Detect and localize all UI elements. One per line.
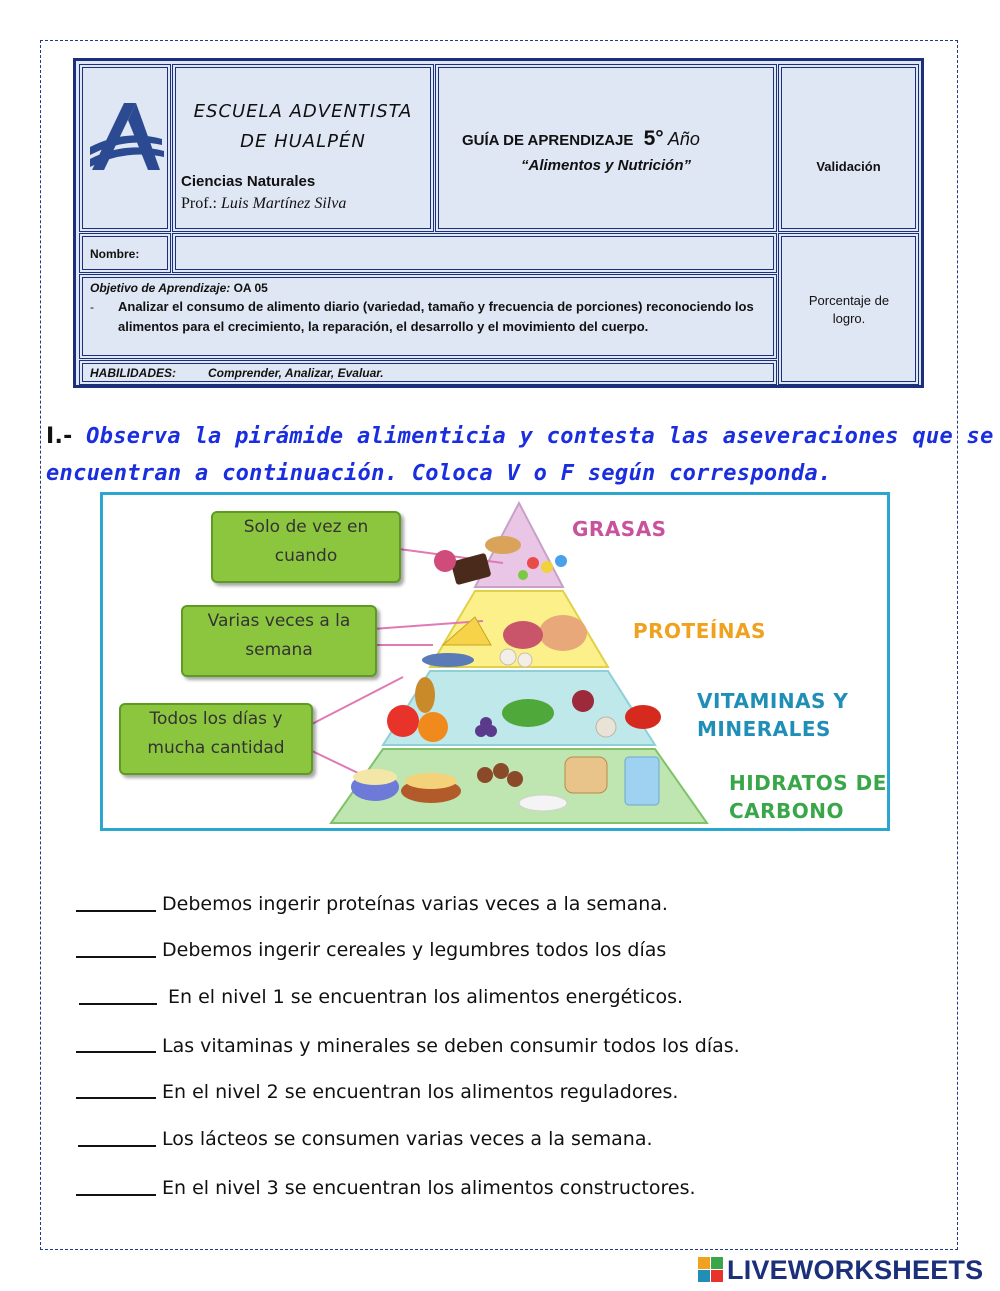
freq-weekly-line1: Varias veces a la bbox=[207, 611, 351, 631]
name-label-cell bbox=[79, 233, 171, 273]
question-4: Las vitaminas y minerales se deben consumir todos los días. bbox=[162, 1035, 740, 1057]
section-number: I.- bbox=[46, 424, 73, 449]
achievement-cell bbox=[778, 233, 919, 385]
validation-cell bbox=[778, 64, 919, 232]
question-5: En el nivel 2 se encuentran los alimentos reguladores. bbox=[162, 1081, 679, 1103]
school-logo-icon bbox=[80, 65, 172, 233]
fish-icon bbox=[422, 653, 474, 667]
school-cell bbox=[172, 64, 434, 232]
meat-icon bbox=[503, 621, 543, 649]
brand-text: LIVEWORKSHEETS bbox=[727, 1254, 984, 1285]
professor-name: Luis Martínez Silva bbox=[221, 195, 347, 212]
name-label: Nombre: bbox=[90, 247, 140, 261]
answer-blank-4[interactable] bbox=[76, 1051, 156, 1053]
objective-dash: - bbox=[90, 300, 94, 314]
label-vitaminas-line2: MINERALES bbox=[697, 717, 831, 741]
pineapple-icon bbox=[415, 677, 435, 713]
answer-blank-3[interactable] bbox=[79, 1003, 157, 1005]
bread-icon bbox=[565, 757, 607, 793]
answer-blank-2[interactable] bbox=[76, 956, 156, 958]
label-hidratos-line2: CARBONO bbox=[729, 799, 845, 823]
tomato-icon bbox=[387, 705, 419, 737]
label-grasas: GRASAS bbox=[572, 517, 667, 541]
label-hidratos-line1: HIDRATOS DE bbox=[729, 771, 887, 795]
objective-cell bbox=[79, 274, 777, 359]
guide-label: GUÍA DE APRENDIZAJE bbox=[462, 132, 634, 149]
freq-occasional-line1: Solo de vez en bbox=[243, 517, 369, 537]
pepper-icon bbox=[625, 705, 661, 729]
objective-label: Objetivo de Aprendizaje: bbox=[90, 281, 231, 295]
label-vitaminas bbox=[697, 687, 848, 743]
orange-icon bbox=[418, 712, 448, 742]
liveworksheets-brand[interactable] bbox=[698, 1255, 983, 1285]
freq-daily-line1: Todos los días y bbox=[149, 709, 283, 729]
flour-icon bbox=[519, 795, 567, 811]
objective-heading bbox=[90, 281, 268, 295]
guide-subtitle: “Alimentos y Nutrición” bbox=[520, 157, 692, 174]
school-name-line2: DE HUALPÉN bbox=[240, 131, 366, 152]
freq-weekly-line2: semana bbox=[245, 640, 313, 660]
professor-label: Prof.: bbox=[181, 195, 217, 212]
skills-text: Comprender, Analizar, Evaluar. bbox=[208, 366, 384, 380]
guide-title bbox=[462, 127, 700, 151]
label-proteinas: PROTEÍNAS bbox=[633, 619, 766, 643]
subject-label: Ciencias Naturales bbox=[181, 173, 316, 190]
answer-blank-7[interactable] bbox=[76, 1194, 156, 1196]
grade-word: Año bbox=[667, 129, 700, 149]
answer-blank-5[interactable] bbox=[76, 1097, 156, 1099]
name-field[interactable] bbox=[172, 233, 777, 273]
header-table bbox=[73, 58, 924, 388]
label-vitaminas-line1: VITAMINAS Y bbox=[697, 689, 849, 713]
vegetables-icon bbox=[502, 699, 554, 727]
logo-cell bbox=[79, 64, 171, 232]
freq-occasional-line2: cuando bbox=[274, 546, 338, 566]
label-hidratos bbox=[729, 769, 887, 825]
answer-blank-6[interactable] bbox=[78, 1145, 156, 1147]
instruction-line-2: encuentran a continuación. Coloca V o F según corresponda. bbox=[46, 461, 832, 486]
question-1: Debemos ingerir proteínas varias veces a la semana. bbox=[162, 893, 668, 915]
question-6: Los lácteos se consumen varias veces a la semana. bbox=[162, 1128, 653, 1150]
instruction-line-1 bbox=[46, 424, 994, 449]
school-name-line1: ESCUELA ADVENTISTA bbox=[193, 101, 413, 122]
freq-box-occasional bbox=[211, 511, 401, 583]
validation-label: Validación bbox=[816, 159, 881, 174]
professor-line bbox=[181, 195, 346, 213]
objective-text: Analizar el consumo de alimento diario (variedad, tamaño y frecuencia de porciones) reconociendo los alimentos para el crecimiento, la reparación, el desarrollo y el movimiento del cuerpo. bbox=[118, 299, 754, 334]
freq-box-daily bbox=[119, 703, 313, 775]
chicken-icon bbox=[539, 615, 587, 651]
freq-box-weekly bbox=[181, 605, 377, 677]
achievement-label: Porcentaje de logro. bbox=[808, 293, 890, 326]
freq-daily-line2: mucha cantidad bbox=[147, 738, 285, 758]
food-pyramid-figure bbox=[100, 492, 890, 831]
grade-number: 5° bbox=[643, 127, 664, 150]
skills-label: HABILIDADES: bbox=[90, 366, 176, 380]
milk-jug-icon bbox=[625, 757, 659, 805]
guide-cell bbox=[435, 64, 777, 232]
croissant-icon bbox=[485, 536, 521, 554]
instruction-text-1: Observa la pirámide alimenticia y contesta las aseveraciones que se bbox=[86, 424, 994, 449]
liveworksheets-logo-icon bbox=[698, 1257, 724, 1283]
question-2: Debemos ingerir cereales y legumbres todos los días bbox=[162, 939, 667, 961]
objective-code: OA 05 bbox=[233, 281, 268, 295]
skills-cell bbox=[79, 360, 777, 385]
answer-blank-1[interactable] bbox=[76, 910, 156, 912]
question-3: En el nivel 1 se encuentran los alimentos energéticos. bbox=[168, 986, 684, 1008]
cupcake-icon bbox=[434, 550, 456, 572]
question-7: En el nivel 3 se encuentran los alimentos constructores. bbox=[162, 1177, 696, 1199]
